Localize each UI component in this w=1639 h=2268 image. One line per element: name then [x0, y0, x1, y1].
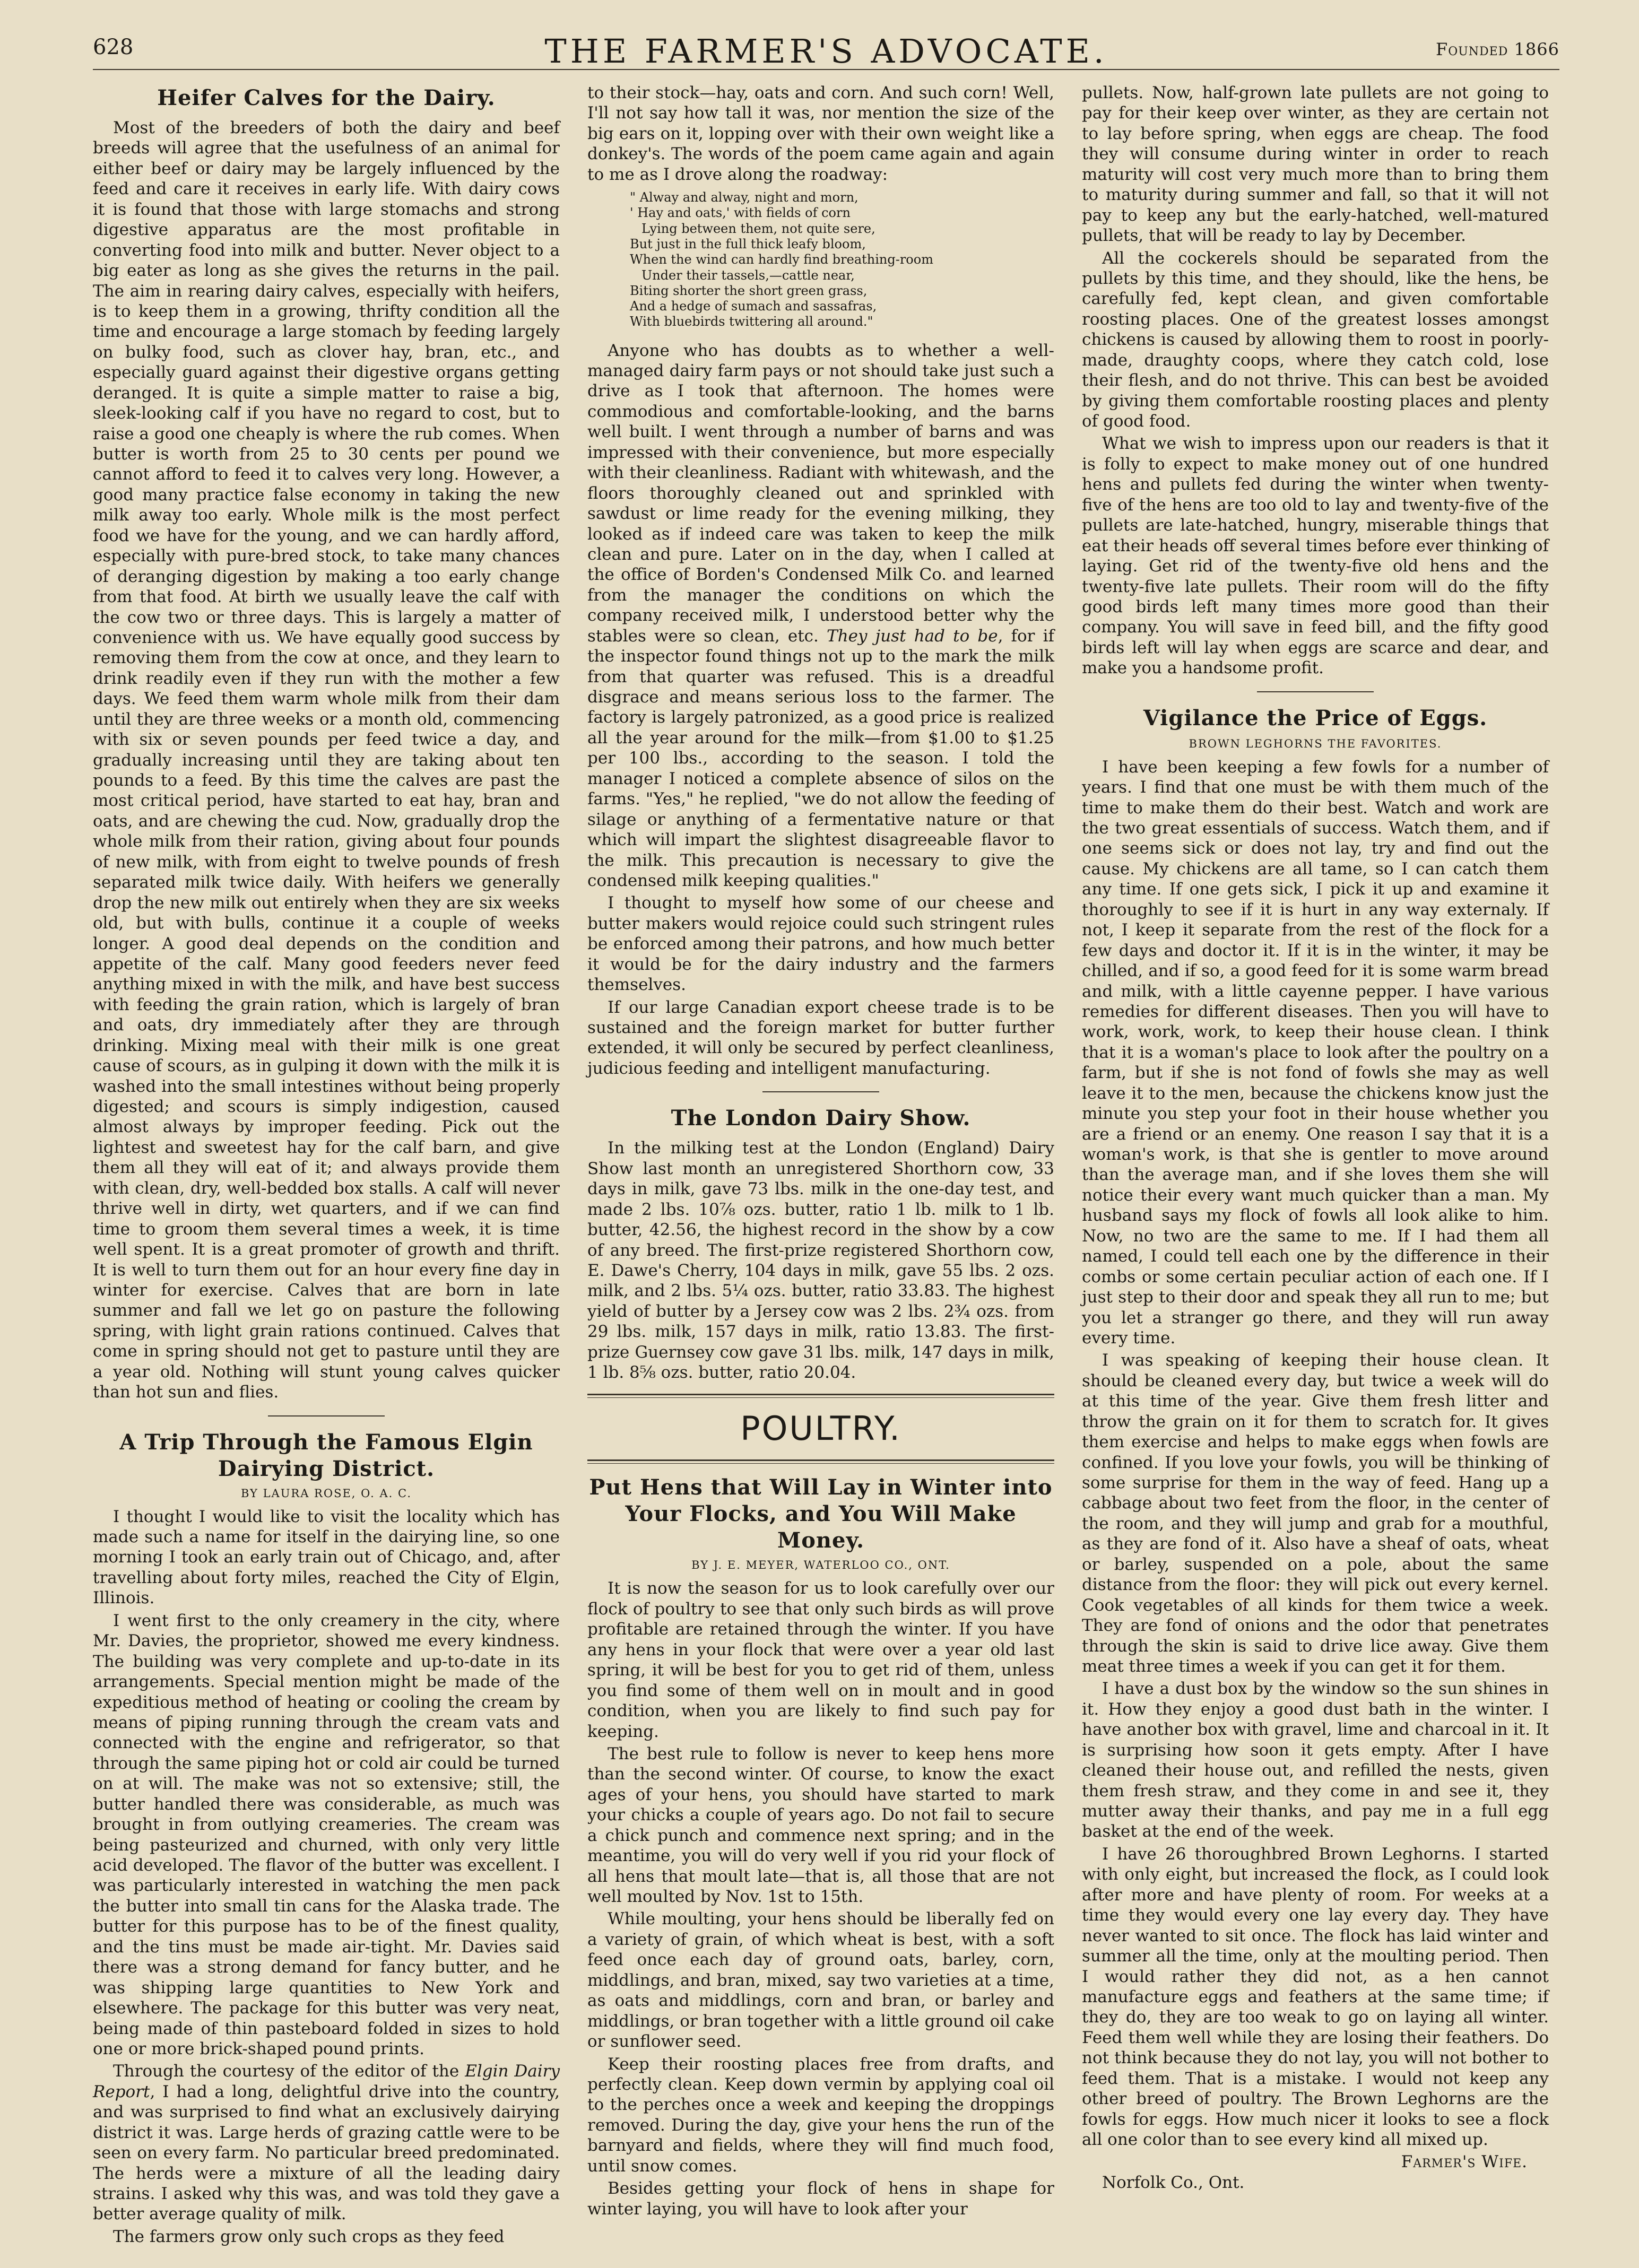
article-paragraph: I have a dust box by the window so the sun shines in it. How they enjoy a good dust bath in the winter. I have another box with gravel, lime and charcoal in it. It is surprising how soon it gets empty. After I have cleaned their house out, and refilled the nests, given them fresh straw, and they come in and see it, they mutter away their thanks, and pay me in a full egg basket at the end of the week. — [1082, 1679, 1549, 1841]
article-paragraph: I thought to myself how some of our cheese and butter makers would rejoice could such stringent rules be enforced among their patrons, and how much better it would be for the dairy industry and the farmers themselves. — [587, 893, 1054, 995]
column-3 — [1082, 83, 1549, 2249]
article-paragraph — [587, 341, 1054, 891]
article-paragraph: It is now the season for us to look carefully over our flock of poultry to see that only such birds as will prove profitable are retained through the winter. If you have any hens in your flock that were over a year old last spring, it will be best for you to get rid of them, unless you find some of them well on in moult and in good condition, when you are likely to find such pay for keeping. — [587, 1579, 1054, 1741]
article-paragraph: The best rule to follow is never to keep hens more than the second winter. Of course, to know the exact ages of your hens, you should have started to mark your chicks a couple of years ago. Do not fail to secure a chick punch and commence next spring; and in the meantime, you will do very well if you rid your flock of all hens that moult late—that is, all those that are not well moulted by Nov. 1st to 15th. — [587, 1744, 1054, 1907]
page-header — [93, 32, 1559, 70]
italic-text: They just had to be — [827, 626, 998, 646]
masthead-title: THE FARMER'S ADVOCATE. — [544, 32, 1108, 71]
article-paragraph: I was speaking of keeping their house clean. It should be cleaned every day, but twice a week will do at this time of the year. Give them fresh litter and throw the grain on it for them to scratch for. It gives them exercise and helps to make eggs when fowls are confined. If you love your fowls, you will be thinking of some surprise for them in the way of feed. Hang up a cabbage about two feet from the floor, in the center of the room, and they will jump and grab for a mouthful, as they are fond of it. Also have a sheaf of oats, wheat or barley, suspended on a pole, about the same distance from the floor: they will pick out every kernel. Cook vegetables of all kinds for them twice a week. They are fond of onions and the odor that penetrates through the skin is said to drive lice away. Give them meat three times a week if you can get it for them. — [1082, 1351, 1549, 1676]
poem-line: Lying between them, not quite sere, — [641, 221, 875, 236]
department-heading: POULTRY. — [740, 1409, 901, 1448]
text-run: Anyone who has doubts as to whether a well-managed dairy farm pays or not should take just such a drive as I took that afternoon. The homes were commodious and comfortable-looking, and the barns well built. I went through a number of barns and was impressed with their convenience, but more especially with their cleanliness. Radiant with whitewash, and the floors thoroughly cleaned out and sprinkled with sawdust or lime ready for the evening milking, they looked as if indeed care was taken to keep the milk clean and pure. Later on in the day, when I called at the office of Borden's Condensed Milk Co. and learned from the manager the conditions on which the company received milk, I understood better why the stables were so clean, etc. — [587, 341, 1054, 646]
author-location: Norfolk Co., Ont. — [1102, 2173, 1245, 2192]
text-run: Through the courtesy of the editor of the — [113, 2062, 465, 2081]
text-run: , for if the inspector found things not up to the mark the milk from that quarter was refused. This is a dreadful disgrace and means serious loss to the farmer. The factory is largely patronized, as a good price is realized all the year around for the milk—from $1.00 to $1.25 per 100 lbs., according to the season. I told the manager I noticed a complete absence of silos on the farms. "Yes," he replied, "we do not allow the feeding of silage or anything of a fermentative nature or that which will impart the slightest disagreeable flavor to the milk. This precaution is necessary to give the condensed milk keeping qualities." — [587, 626, 1054, 890]
article-paragraph: If our large Canadian export cheese trade is to be sustained and the foreign market for butter further extended, it will only be secured by perfect cleanliness, judicious feeding and intelligent manufacturing. — [587, 997, 1054, 1078]
article-paragraph: The farmers grow only such crops as they feed — [113, 2227, 505, 2246]
article-paragraph: Keep their roosting places free from drafts, and perfectly clean. Keep down vermin by applying coal oil to the perches once a week and keeping the droppings removed. During the day, give your hens the run of the barnyard and fields, where they will find much food, until snow comes. — [587, 2054, 1054, 2176]
article-paragraph: What we wish to impress upon our readers is that it is folly to expect to make money out of one hundred hens and pullets fed during the winter when twenty-five of the hens are too old to lay and twenty-five of the pullets are late-hatched, hungry, miserable things that eat their heads off several times before ever thinking of laying. Get rid of the twenty-five old hens and the twenty-five late pullets. Their room will do the fifty good birds left many times more good than their company. You will save in feed bill, and the fifty good birds left will lay when eggs are scarce and dear, and make you a handsome profit. — [1082, 434, 1549, 678]
column-1 — [93, 83, 560, 2249]
poem-line: Under their tassels,—cattle near, — [641, 267, 855, 283]
article-paragraph: pullets. Now, half-grown late pullets are not going to pay for their keep over winter, as they are certain not to lay before spring, when eggs are cheap. The food they will consume during winter in order to reach maturity will cost very much more than to bring them to maturity during summer and fall, so that it will not pay to keep any but the early-hatched, well-matured pullets, that will be ready to lay by December. — [1082, 83, 1549, 246]
article-paragraph: I have 26 thoroughbred Brown Leghorns. I started with only eight, but increased the flock, as I could look after more and have plenty of room. For weeks at a time they would every one lay every day. They have never wanted to sit once. The flock has laid winter and summer all the time, only at the moulting period. Then I would rather they did not, as a hen cannot manufacture eggs and feathers at the same time; if they do, they are too weak to go on laying all winter. Feed them well while they are losing their feathers. Do not think because they do not lay, you will not bother to feed them. That is a mistake. I would not keep any other breed of poultry. The Brown Leghorns are the fowls for eggs. How much nicer it looks to see a flock all one color than to see every kind all mixed up. — [1082, 1844, 1549, 2150]
poem-line: " Alway and alway, night and morn, — [630, 190, 858, 205]
department-divider — [587, 1394, 1054, 1398]
article-paragraph: Besides getting your flock of hens in shape for winter laying, you will have to look after your — [587, 2179, 1054, 2219]
page-number: 628 — [93, 35, 134, 59]
poem-line: ' Hay and oats,' with fields of corn — [630, 205, 851, 221]
poem-line: With bluebirds twittering all around." — [630, 314, 873, 329]
article-paragraph: In the milking test at the London (England) Dairy Show last month an unregistered Shorthorn cow, 33 days in milk, gave 73 lbs. milk in the one-day test, and made 2 lbs. 10⅞ ozs. butter, ratio 1 lb. milk to 1 lb. butter, 42.56, the highest record in the show by a cow of any breed. The first-prize registered Shorthorn cow, E. Dawe's Cherry, 104 days in milk, gave 55 lbs. 2 ozs. milk, and 2 lbs. 5¼ ozs. butter, ratio 33.83. The highest yield of butter by a Jersey cow was 2 lbs. 2¾ ozs. from 29 lbs. milk, 157 days in milk, ratio 13.83. The first-prize Guernsey cow gave 31 lbs. milk, 147 days in milk, 1 lb. 8⅝ ozs. butter, ratio 20.04. — [587, 1139, 1054, 1383]
article-title: Heifer Calves for the Dairy. — [157, 85, 496, 110]
italic-text: Elgin Dairy Report — [93, 2062, 560, 2101]
department-divider — [587, 1459, 1054, 1464]
poem-line: When the wind can hardly find breathing-room — [630, 252, 933, 267]
article-byline: BY LAURA ROSE, O. A. C. — [240, 1487, 412, 1500]
poem-quote — [630, 190, 1054, 329]
article-paragraph: I went first to the only creamery in the city, where Mr. Davies, the proprietor, showed me every kindness. The building was very complete and up-to-date in its arrangements. Special mention might be made of the expeditious method of heating or cooling the cream by means of piping running through the cream vats and connected with the engine and refrigerator, so that through the same piping hot or cold air could be turned on at will. The make was not so extensive; still, the butter handled there was considerable, as much was brought in from outlying creameries. The cream was being pasteurized and churned, with only very little acid developed. The flavor of the butter was excellent. I was particularly interested in watching the men pack the butter into small tin cans for the Alaska trade. The butter for this purpose has to be of the finest quality, and the tins must be made air-tight. Mr. Davies said there was a strong demand for fancy butter, and he was shipping large quantities to New York and elsewhere. The package for this butter was very neat, being made of thin pasteboard folded in sizes to hold one or more brick-shaped pound prints. — [93, 1611, 560, 2058]
section-divider — [1257, 691, 1374, 692]
column-2 — [587, 83, 1054, 2249]
founded-note: Founded 1866 — [1436, 39, 1559, 59]
article-paragraph: to their stock—hay, oats and corn. And such corn! Well, I'll not say how tall it was, nor mention the size of the big ears on it, lopping over with their own weight like a donkey's. The words of the poem came again and again to me as I drove along the roadway: — [587, 83, 1054, 184]
article-paragraph: All the cockerels should be separated from the pullets by this time, and they should, like the hens, be carefully fed, kept clean, and given comfortable roosting places. One of the greatest losses amongst chickens is caused by allowing them to roost in poorly-made, draughty coops, where they catch cold, lose their flesh, and do not thrive. This can best be avoided by giving them comfortable roosting places and plenty of good food. — [1082, 248, 1549, 431]
article-paragraph: I have been keeping a few fowls for a number of years. I find that one must be with them much of the time to make them do their best. Watch and work are the two great essentials of success. Watch them, and if one seems sick or does not lay, try and find out the cause. My chickens are all tame, so I can catch them any time. If one gets sick, I pick it up and examine it thoroughly to see if it is hurt in any way externaly. If not, I keep it separate from the rest of the flock for a few days and doctor it. If it is in the winter, it may be chilled, and if so, a good feed for it is some warm bread and milk, with a little cayenne pepper. I have various remedies for different diseases. Then you will have to work, work, work, to keep their house clean. I think that it is a woman's place to look after the poultry on a farm, but if she is not fond of fowls she may as well leave it to the men, because the chickens know just the minute you step your foot in their house whether you are a friend or an enemy. One reason I say that it is a woman's work, is that she is gentler to move around than the average man, and if she loves them she will notice their every want much quicker than a man. My husband says my flock of fowls all look alike to him. Now, no two are the same to me. If I had them all named, I could tell each one by the difference in their combs or some certain peculiar action of each one. If I just step to their door and speak they all run to me; but you let a stranger go there, and they will run away every time. — [1082, 757, 1549, 1348]
article-title: A Trip Through the Famous Elgin Dairying District. — [119, 1429, 533, 1481]
text-run: , I had a long, delightful drive into the country, and was surprised to find what an exclusively dairying district it was. Large herds of grazing cattle were to be seen on every farm. No particular breed predominated. The herds were a mixture of all the leading dairy strains. I asked why this was, and was told they gave a better average quality of milk. — [93, 2082, 560, 2224]
poem-line: But just in the full thick leafy bloom, — [630, 236, 866, 251]
article-title: Vigilance the Price of Eggs. — [1143, 705, 1488, 731]
poem-line: Biting shorter the short green grass, — [630, 283, 868, 298]
article-title: The London Dairy Show. — [671, 1106, 971, 1131]
article-paragraph: While moulting, your hens should be liberally fed on a variety of grain, of which wheat is best, with a soft feed once each day of ground oats, barley, corn, middlings, and bran, mixed, say two varieties at a time, as oats and middlings, corn and bran, or barley and middlings, or bran together with a little ground oil cake or sunflower seed. — [587, 1909, 1054, 2052]
article-paragraph: I thought I would like to visit the locality which has made such a name for itself in the dairying line, so one morning I took an early train out of Chicago, and, after travelling about forty miles, reached the City of Elgin, Illinois. — [93, 1507, 560, 1608]
article-paragraph — [93, 2061, 560, 2224]
section-divider — [268, 1415, 385, 1417]
section-divider — [762, 1091, 879, 1092]
author-signature: Farmer's Wife. — [1401, 2152, 1528, 2172]
columns — [93, 83, 1559, 2249]
article-subheading: BROWN LEGHORNS THE FAVORITES. — [1189, 737, 1442, 750]
article-paragraph: Most of the breeders of both the dairy and beef breeds will agree that the usefulness of an animal for either beef or dairy may be largely influenced by the feed and care it receives in early life. With dairy cows it is found that those with large stomachs and strong digestive apparatus are the most profitable in converting food into milk and butter. Never object to a big eater as long as she gives the returns in the pail. The aim in rearing dairy calves, especially with heifers, is to keep them in a growing, thrifty condition all the time and encourage a large stomach by feeding largely on bulky food, such as clover hay, bran, etc., and especially guard against their digestive organs getting deranged. It is quite a simple matter to raise a big, sleek-looking calf if you have no regard to cost, but to raise a good one cheaply is where the rub comes. When butter is worth from 25 to 30 cents per pound we cannot afford to feed it to calves very long. However, a good many practice false economy in taking the new milk away too early. Whole milk is the most perfect food we have for the young, and we can hardly afford, especially with pure-bred stock, to take many chances of deranging digestion by making a too early change from that food. At birth we usually leave the calf with the cow two or three days. This is largely a matter of convenience with us. We have equally good success by removing them from the cow at once, and they learn to drink readily even if they run with the mother a few days. We feed them warm whole milk from their dam until they are three weeks or a month old, commencing with six or seven pounds per feed twice a day, and gradually increasing until they are taking about ten pounds to a feed. By this time the calves are past the most critical period, have started to eat hay, bran and oats, and are chewing the cud. Now, gradually drop the whole milk from their ration, giving about four pounds of new milk, with from eight to twelve pounds of fresh separated milk twice daily. With heifers we generally drop the new milk out entirely when they are six weeks old, but with bulls, continue it a couple of weeks longer. A good deal depends on the condition and appetite of the calf. Many good feeders never feed anything mixed in with the milk, and have best success with feeding the grain ration, which is largely of bran and oats, dry immediately after they are through drinking. Mixing meal with their milk is one great cause of scours, as in gulping it down with the milk it is washed into the small intestines without being properly digested; and scours is simply indigestion, caused almost always by improper feeding. Pick out the lightest and sweetest hay for the calf barn, and give them all they will eat of it; and always provide them with clean, dry, well-bedded box stalls. A calf will never thrive well in dirty, wet quarters, and if we can find time to groom them several times a week, it is time well spent. It is a great promoter of growth and thrift. It is well to turn them out for an hour every fine day in winter for exercise. Calves that are born in late summer and fall we let go on pasture the following spring, with light grain rations continued. Calves that come in spring should not get to pasture until they are a year old. Nothing will stunt young calves quicker than hot sun and flies. — [93, 118, 560, 1402]
article-title: Put Hens that Will Lay in Winter into Your Flocks, and You Will Make Money. — [589, 1475, 1053, 1553]
poem-line: And a hedge of sumach and sassafras, — [630, 299, 877, 314]
article-byline: BY J. E. MEYER, WATERLOO CO., ONT. — [691, 1559, 950, 1572]
